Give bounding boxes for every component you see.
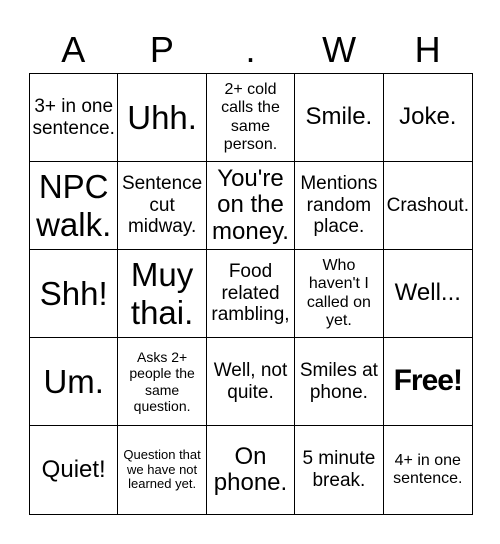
cell-label: Question that we have not learned yet. [123, 446, 201, 492]
free-space-cell[interactable] [384, 338, 472, 426]
header-letter-1: A [61, 29, 86, 70]
bingo-cell[interactable] [384, 74, 472, 162]
bingo-cell[interactable] [384, 162, 472, 250]
cell-label: Shh! [39, 274, 108, 312]
cell-label: 5 minute break. [302, 448, 376, 491]
bingo-header [29, 28, 472, 72]
header-letter-5: H [414, 29, 441, 70]
cell-label: Well, not quite. [213, 359, 288, 403]
bingo-cell[interactable] [384, 250, 472, 338]
bingo-cell[interactable] [30, 338, 118, 426]
cell-label: On phone. [213, 442, 288, 496]
cell-label: Smiles at phone. [299, 359, 378, 403]
bingo-cell[interactable] [207, 338, 295, 426]
bingo-cell[interactable] [295, 162, 383, 250]
bingo-cell[interactable] [384, 426, 472, 514]
bingo-cell[interactable] [295, 338, 383, 426]
cell-label: NPC walk. [36, 167, 112, 243]
cell-label: Quiet! [41, 455, 106, 483]
cell-label: Well... [394, 279, 461, 307]
bingo-grid [29, 73, 473, 515]
cell-label: Sentence cut midway. [121, 172, 203, 238]
cell-label: Smile. [305, 103, 373, 131]
cell-label: 2+ cold calls the same person. [221, 80, 280, 153]
cell-label: Mentions random place. [300, 172, 378, 238]
cell-label: Crashout. [386, 194, 469, 216]
free-space-label: Free! [393, 364, 462, 398]
cell-label: 3+ in one sentence. [32, 95, 115, 139]
bingo-cell[interactable] [118, 426, 206, 514]
cell-label: Joke. [399, 103, 457, 131]
header-letter-2: P [149, 29, 174, 70]
header-letter-3: . [245, 29, 256, 70]
bingo-cell[interactable] [118, 74, 206, 162]
bingo-cell[interactable] [118, 250, 206, 338]
bingo-cell[interactable] [30, 250, 118, 338]
bingo-cell[interactable] [30, 426, 118, 514]
cell-label: You're on the money. [212, 164, 289, 245]
bingo-cell[interactable] [295, 250, 383, 338]
bingo-cell[interactable] [207, 162, 295, 250]
header-letter-4: W [322, 29, 357, 70]
cell-label: 4+ in one sentence. [393, 451, 463, 487]
cell-label: Uhh. [127, 98, 197, 136]
cell-label: Food related rambling, [211, 260, 290, 326]
cell-label: Um. [43, 362, 104, 400]
cell-label: Muy thai. [130, 255, 194, 331]
bingo-cell[interactable] [30, 74, 118, 162]
bingo-cell[interactable] [295, 74, 383, 162]
bingo-cell[interactable] [295, 426, 383, 514]
cell-label: Asks 2+ people the same question. [129, 349, 195, 414]
bingo-cell[interactable] [118, 162, 206, 250]
bingo-cell[interactable] [207, 250, 295, 338]
bingo-cell[interactable] [30, 162, 118, 250]
cell-label: Who haven't I called on yet. [306, 256, 371, 329]
bingo-cell[interactable] [118, 338, 206, 426]
bingo-cell[interactable] [207, 74, 295, 162]
bingo-cell[interactable] [207, 426, 295, 514]
